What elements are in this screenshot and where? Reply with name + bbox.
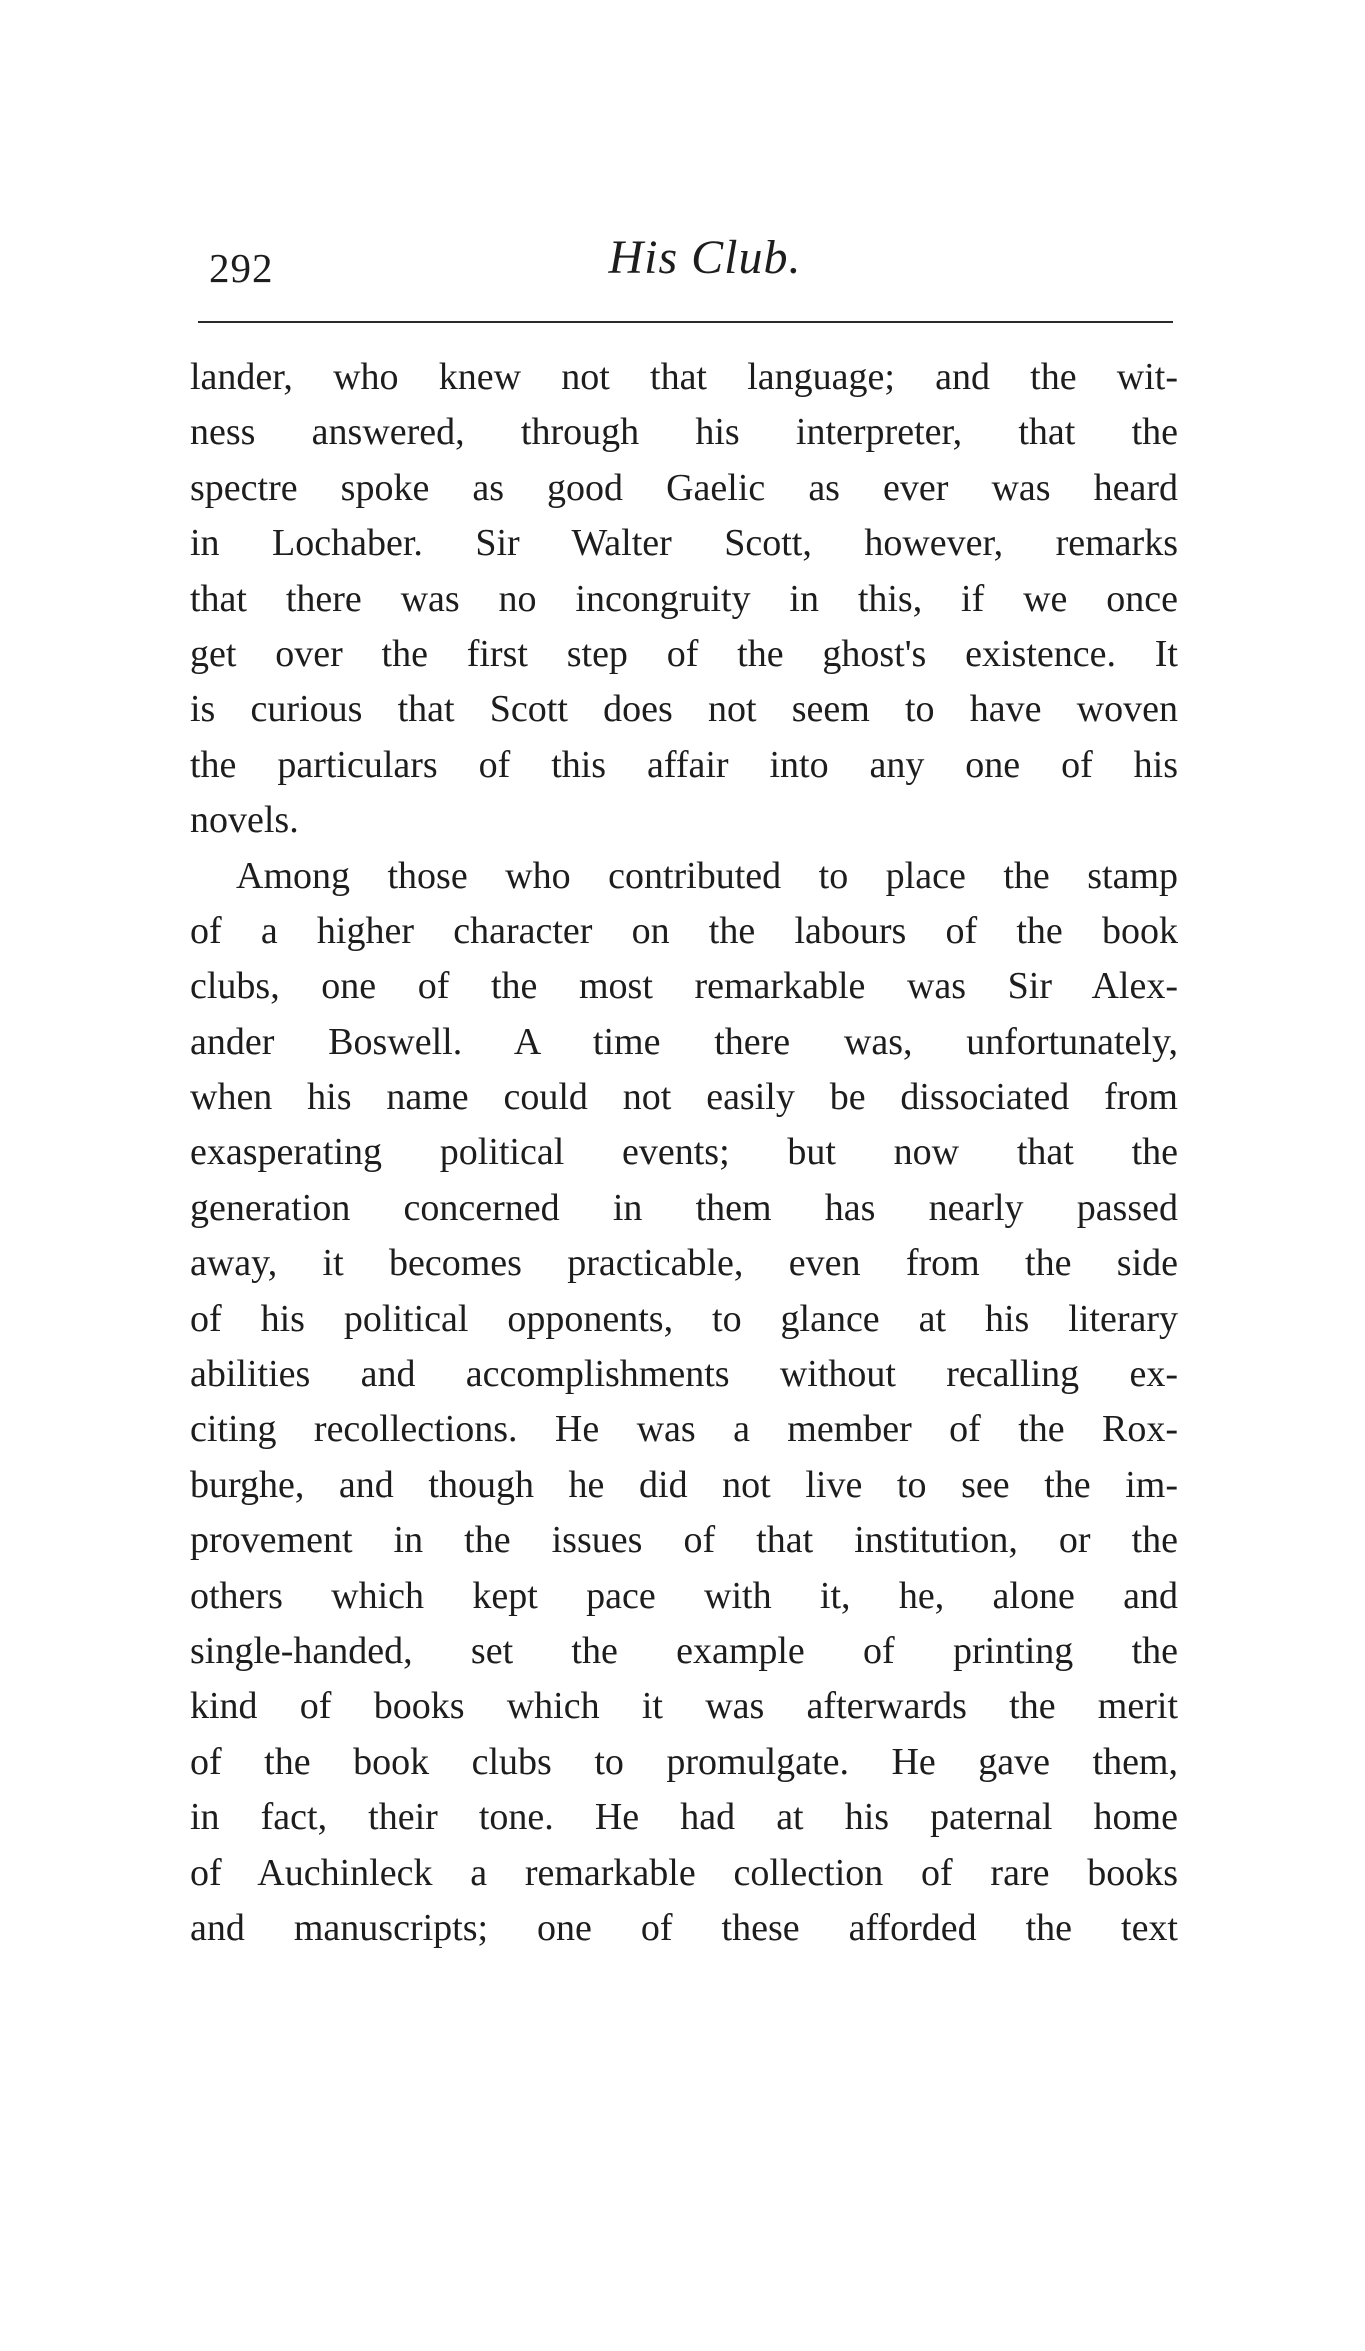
text-line: abilities and accomplishments without recalling ex- — [190, 1353, 1178, 1396]
text-line: spectre spoke as good Gaelic as ever was heard — [190, 466, 1178, 509]
paragraph-end-line: novels. — [190, 799, 299, 842]
text-line: the particulars of this affair into any one of his — [190, 743, 1178, 786]
text-line: in fact, their tone. He had at his paternal home — [190, 1796, 1178, 1839]
body-text — [190, 350, 1178, 1956]
text-line: generation concerned in them has nearly passed — [190, 1186, 1178, 1229]
text-line: ander Boswell. A time there was, unfortunately, — [190, 1020, 1178, 1063]
text-line: kind of books which it was afterwards the merit — [190, 1685, 1178, 1728]
text-line: single-handed, set the example of printing the — [190, 1629, 1178, 1672]
text-line: away, it becomes practicable, even from the side — [190, 1242, 1178, 1285]
text-line: exasperating political events; but now that the — [190, 1131, 1178, 1174]
text-line: and manuscripts; one of these afforded the text — [190, 1906, 1178, 1949]
page-header — [195, 228, 1185, 298]
text-line: that there was no incongruity in this, if we once — [190, 577, 1178, 620]
text-line: citing recollections. He was a member of the Rox- — [190, 1408, 1178, 1451]
text-line: of a higher character on the labours of the book — [190, 909, 1178, 952]
text-line: provement in the issues of that institution, or the — [190, 1519, 1178, 1562]
text-line: when his name could not easily be dissociated from — [190, 1076, 1178, 1119]
text-line: of Auchinleck a remarkable collection of rare books — [190, 1851, 1178, 1894]
text-line: burghe, and though he did not live to see the im- — [190, 1463, 1178, 1506]
text-line: of his political opponents, to glance at his literary — [190, 1297, 1178, 1340]
text-line: clubs, one of the most remarkable was Sir Alex- — [190, 965, 1178, 1008]
text-line: others which kept pace with it, he, alone and — [190, 1574, 1178, 1617]
text-line: lander, who knew not that language; and the wit- — [190, 356, 1178, 398]
text-line: ness answered, through his interpreter, that the — [190, 411, 1178, 454]
paragraph-start-line: Among those who contributed to place the stamp — [236, 854, 1178, 897]
text-line: of the book clubs to promulgate. He gave them, — [190, 1740, 1178, 1783]
header-rule — [198, 321, 1173, 323]
text-line: get over the first step of the ghost's existence. It — [190, 632, 1178, 675]
running-title: His Club. — [608, 231, 802, 284]
text-line: in Lochaber. Sir Walter Scott, however, remarks — [190, 522, 1178, 565]
text-line: is curious that Scott does not seem to have woven — [190, 688, 1178, 731]
page-number: 292 — [209, 245, 274, 291]
